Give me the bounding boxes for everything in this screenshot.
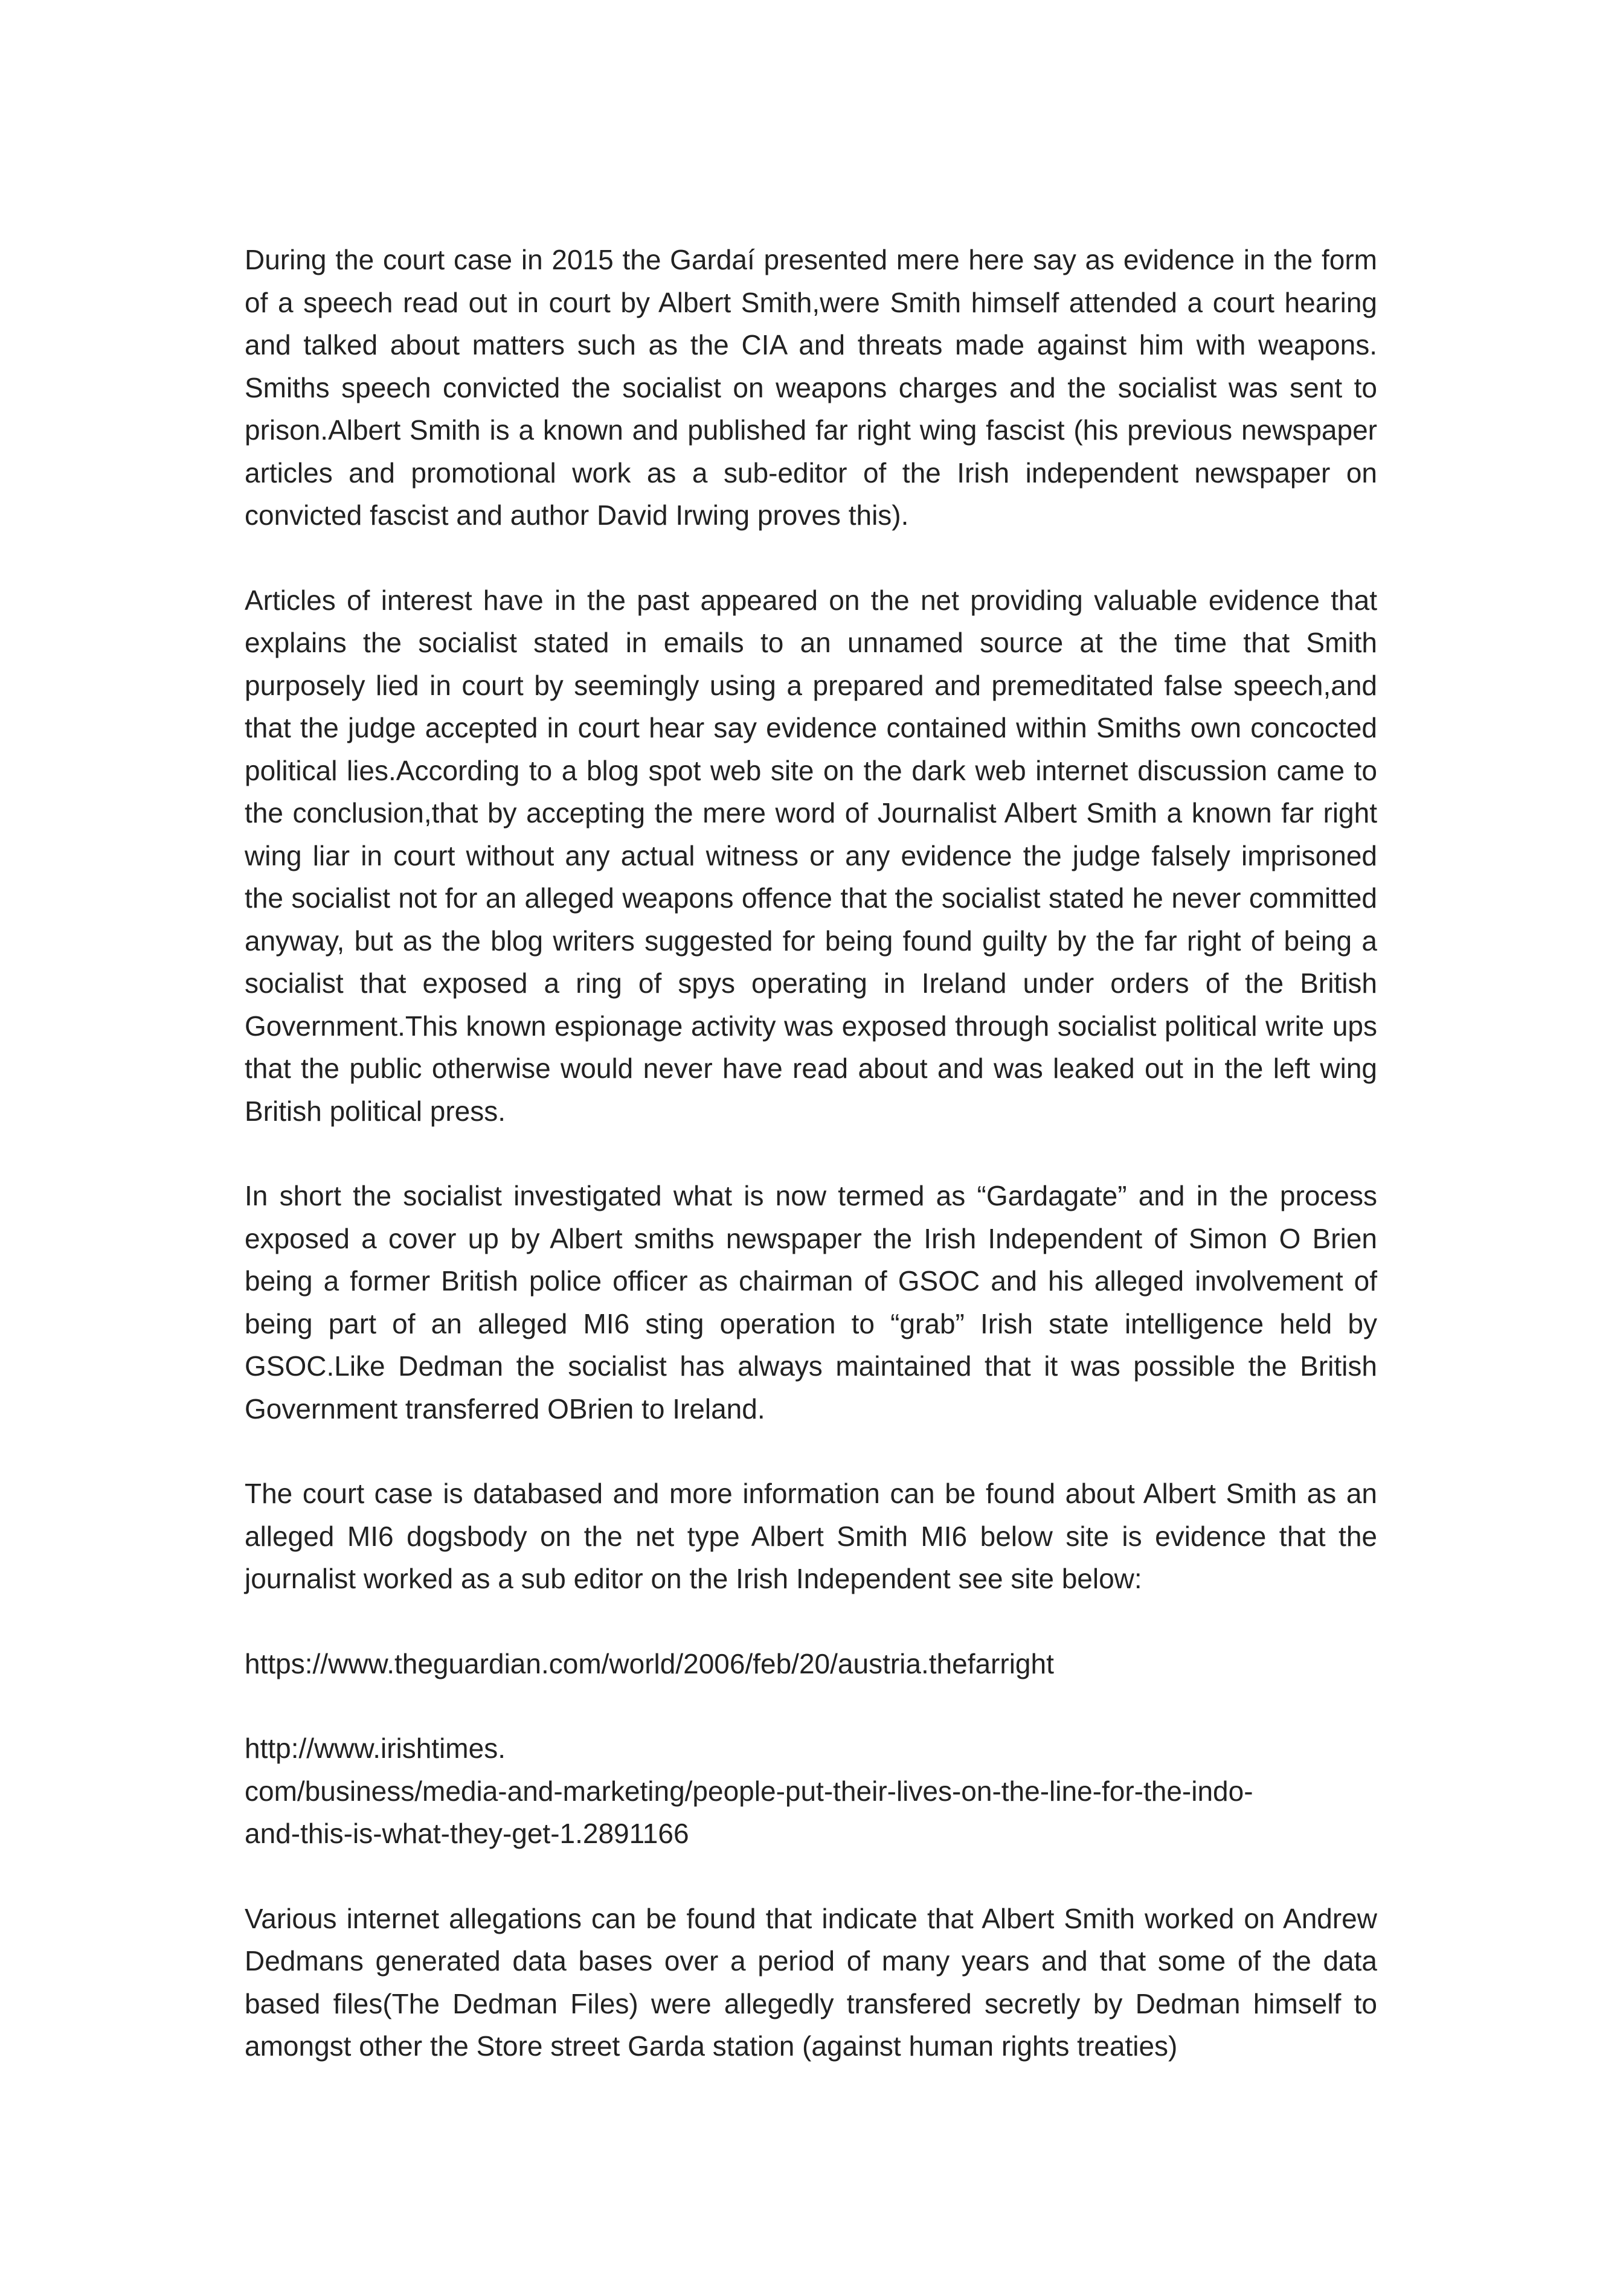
link-guardian: https://www.theguardian.com/world/2006/feb/20/austria.thefarright xyxy=(245,1647,1054,1679)
paragraph-dedman-files: Various internet allegations can be found that indicate that Albert Smith worked on Andrew Dedmans generated data bases over a period of many years and that some of the data based files(The Dedman Files) were allegedly transfered secretly by Dedman himself to amongst other the Store street Garda station (against human rights treaties) xyxy=(245,1902,1377,2062)
link-irishtimes xyxy=(245,1727,1377,1855)
link-irishtimes-line-3: and-this-is-what-they-get-1.2891166 xyxy=(245,1818,689,1849)
link-irishtimes-line-1: http://www.irishtimes. xyxy=(245,1733,506,1764)
link-irishtimes-line-2: com/business/media-and-marketing/people-put-their-lives-on-the-line-for-the-indo- xyxy=(245,1775,1253,1807)
document-body xyxy=(245,239,1377,2110)
paragraph-court-case: During the court case in 2015 the Gardaí presented mere here say as evidence in the form of a speech read out in court by Albert Smith,were Smith himself attended a court hearing and talked about matters such as the CIA and threats made against him with weapons. Smiths speech convicted the socialist on weapons charges and the socialist was sent to prison.Albert Smith is a known and published far right wing fascist (his previous newspaper articles and promotional work as a sub-editor of the Irish independent newspaper on convicted fascist and author David Irwing proves this). xyxy=(245,244,1377,531)
paragraph-gardagate: In short the socialist investigated what is now termed as “Gardagate” and in the process exposed a cover up by Albert smiths newspaper the Irish Independent of Simon O Brien being a former British police officer as chairman of GSOC and his alleged involvement of being part of an alleged MI6 sting operation to “grab” Irish state intelligence held by GSOC.Like Dedman the socialist has always maintained that it was possible the British Government transferred OBrien to Ireland. xyxy=(245,1180,1377,1425)
paragraph-articles-of-interest: Articles of interest have in the past appeared on the net providing valuable evidence that explains the socialist stated in emails to an unnamed source at the time that Smith purposely lied in court by seemingly using a prepared and premeditated false speech,and that the judge accepted in court hear say evidence contained within Smiths own concocted political lies.According to a blog spot web site on the dark web internet discussion came to the conclusion,that by accepting the mere word of Journalist Albert Smith a known far right wing liar in court without any actual witness or any evidence the judge falsely imprisoned the socialist not for an alleged weapons offence that the socialist stated he never committed anyway, but as the blog writers suggested for being found guilty by the far right of being a socialist that exposed a ring of spys operating in Ireland under orders of the British Government.This known espionage activity was exposed through socialist political write ups that the public otherwise would never have read about and was leaked out in the left wing British political press. xyxy=(245,584,1377,1127)
paragraph-database-info: The court case is databased and more information can be found about Albert Smith as an alleged MI6 dogsbody on the net type Albert Smith MI6 below site is evidence that the journalist worked as a sub editor on the Irish Independent see site below: xyxy=(245,1478,1377,1594)
